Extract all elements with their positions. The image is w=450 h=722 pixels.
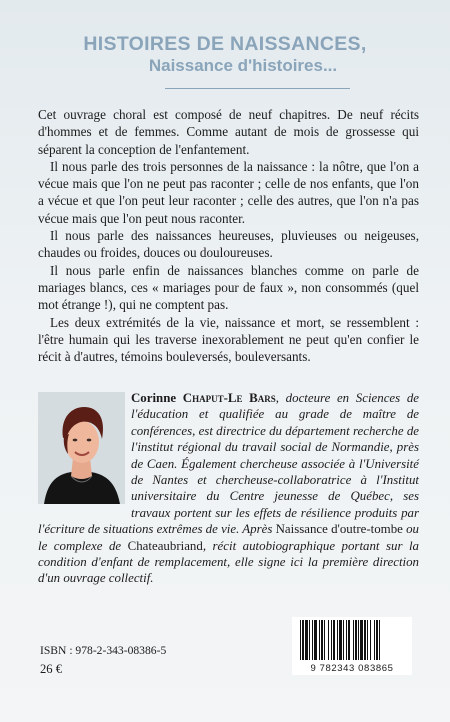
bio-book-title: Chateaubriand bbox=[127, 538, 203, 553]
book-title bbox=[0, 33, 450, 77]
barcode-bar bbox=[355, 620, 357, 660]
barcode-bar bbox=[360, 620, 363, 660]
blurb-paragraph: Il nous parle des trois personnes de la naissance : la nôtre, que l'on a vécue mais que l'on ne peut pas raconter ; celle de nos enfants, que l'on a vécue et que l'on peut leur raconter ; celle des autres, que l'on n'a pas vécue mais que l'on peut nous raconter. bbox=[38, 158, 419, 226]
title-underline bbox=[165, 88, 350, 89]
barcode-bar bbox=[324, 620, 325, 660]
barcode-bar bbox=[343, 620, 344, 660]
blurb-paragraph: Il nous parle des naissances heureuses, pluvieuses ou neigeuses, chaudes ou froides, douces ou douloureuses. bbox=[38, 228, 419, 261]
author-biography bbox=[38, 390, 419, 587]
bio-text-part: , docteure en Sciences de l'éducation et qualifiée au grade de maître de conférences, est directrice du département recherche de l'institut régional du travail social de Normandie, près de Caen. Également chercheuse associée à l'Université de Nantes et chercheuse-collaboratrice à l'Institut universitaire du Centre jeunesse de Québec, ses travaux portent sur les effets de résilience produits par l'écriture de situations extrêmes de vie. Après bbox=[38, 391, 420, 537]
barcode-bar bbox=[379, 620, 380, 660]
barcode-bar bbox=[376, 620, 378, 660]
barcode-bar bbox=[328, 620, 329, 660]
blurb-text bbox=[38, 106, 419, 365]
bio-text-part: ou le complexe de bbox=[38, 522, 419, 553]
author-first-name: Corinne bbox=[131, 391, 183, 405]
barcode-bar bbox=[364, 620, 366, 660]
bio-book-title: Naissance d'outre-tombe bbox=[275, 522, 403, 537]
price-label: 26 € bbox=[40, 662, 63, 676]
barcode-bar bbox=[367, 620, 368, 660]
barcode-bar bbox=[314, 620, 317, 660]
author-last-name: Chaput-Le Bars bbox=[182, 391, 276, 405]
title-line-1: HISTOIRES DE NAISSANCES, bbox=[83, 33, 367, 55]
barcode-bar bbox=[321, 620, 323, 660]
blurb-paragraph: Il nous parle enfin de naissances blanches comme on parle de mariages blancs, ces « mariages pour de faux », non consommés (quel mot étrange !), qui ne comptent pas. bbox=[38, 262, 419, 313]
barcode-bar bbox=[339, 620, 342, 660]
barcode-bar bbox=[370, 620, 371, 660]
title-line-2: Naissance d'histoires... bbox=[148, 56, 338, 75]
barcode-bar bbox=[305, 620, 308, 660]
barcode-bar bbox=[346, 620, 347, 660]
barcode-digits: 9 782343 083865 bbox=[310, 663, 394, 674]
barcode-bar bbox=[374, 620, 375, 660]
barcode-bar bbox=[312, 620, 313, 660]
barcode-bar bbox=[319, 620, 320, 660]
barcode-bar bbox=[300, 620, 301, 660]
barcode-bar bbox=[337, 620, 338, 660]
blurb-paragraph: Les deux extrémités de la vie, naissance et mort, se ressemblent : l'être humain qui les traverse inexorablement ne peut qu'en confier le récit à d'autres, témoins bouleversés, bouleversants. bbox=[38, 314, 419, 365]
barcode-bar bbox=[353, 620, 354, 660]
barcode-bars bbox=[292, 617, 412, 663]
barcode bbox=[292, 617, 412, 675]
barcode-bar bbox=[331, 620, 332, 660]
barcode-bar bbox=[348, 620, 350, 660]
barcode-bar bbox=[302, 620, 304, 660]
blurb-paragraph: Cet ouvrage choral est composé de neuf chapitres. De neuf récits d'hommes et de femmes. Comme autant de mois de grossesse qui séparent la conception de l'enfantement. bbox=[38, 107, 419, 157]
barcode-bar bbox=[333, 620, 335, 660]
bio-text-part: , récit autobiographique portant sur la condition d'enfant de remplacement, elle signe ici la première direction d'un ouvrage collectif. bbox=[38, 538, 419, 586]
barcode-bar bbox=[358, 620, 359, 660]
barcode-bar bbox=[309, 620, 310, 660]
isbn-label: ISBN : 978-2-343-08386-5 bbox=[40, 644, 167, 657]
